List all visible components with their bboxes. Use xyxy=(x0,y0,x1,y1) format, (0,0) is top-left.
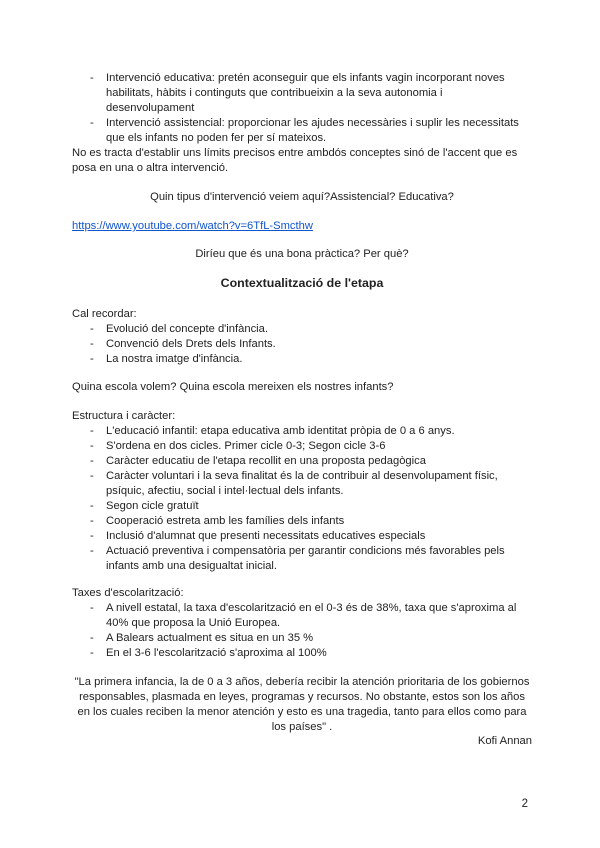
video-link-row xyxy=(72,219,532,234)
quote-author: Kofi Annan xyxy=(477,735,532,747)
list-item: - Segon cicle gratuït xyxy=(72,499,532,514)
list-item: - S'ordena en dos cicles. Primer cicle 0-3; Segon cicle 3-6 xyxy=(72,439,532,454)
remember-section xyxy=(72,307,532,367)
remember-label: Cal recordar: xyxy=(72,308,137,320)
list-item: - Caràcter educatiu de l'etapa recollit en una proposta pedagògica xyxy=(72,454,532,469)
structure-label: Estructura i caràcter: xyxy=(72,410,176,422)
list-item: - Caràcter voluntari i la seva finalitat és la de contribuir al desenvolupament físic, psíquic, afectiu, social i intel·lectual dels infants. xyxy=(72,469,532,499)
list-item: - Intervenció assistencial: proporcionar les ajudes necessàries i suplir les necessitats que els infants no poden fer per sí mateixos. xyxy=(72,116,532,146)
question-intervention-type: Quin tipus d'intervenció veiem aquí?Assistencial? Educativa? xyxy=(150,191,454,203)
list-item: - Convenció dels Drets dels Infants. xyxy=(72,337,532,352)
rates-label: Taxes d'escolarització: xyxy=(72,587,184,599)
section-heading: Contextualització de l'etapa xyxy=(220,276,384,290)
list-item: - Intervenció educativa: pretén aconseguir que els infants vagin incorporant noves habilitats, hàbits i continguts que contribueixin a la seva autonomia i desenvolupament xyxy=(72,71,532,116)
paragraph-no-limits: No es tracta d'establir uns límits precisos entre ambdós conceptes sinó de l'accent que es posa en una o altra intervenció. xyxy=(72,147,518,174)
quote-text: "La primera infancia, la de 0 a 3 años, debería recibir la atención prioritaria de los gobiernos responsables, plasmada en leyes, programas y recursos. No obstante, estos son los años en los cuales reciben la menor atención y esto es una tragedia, tanto para ellos como para los países" . xyxy=(74,676,530,733)
list-item: - A Balears actualment es situa en un 35 % xyxy=(72,631,532,646)
list-item: - A nivell estatal, la taxa d'escolarització en el 0-3 és de 38%, taxa que s'aproxima al 40% que proposa la Unió Europea. xyxy=(72,601,532,631)
page-number: 2 xyxy=(521,798,528,810)
list-item: - En el 3-6 l'escolarització s'aproxima al 100% xyxy=(72,646,532,661)
list-item: - Evolució del concepte d'infància. xyxy=(72,322,532,337)
rates-section xyxy=(72,586,532,661)
question-good-practice: Diríeu que és una bona pràctica? Per què? xyxy=(195,248,409,260)
question-school: Quina escola volem? Quina escola mereixen els nostres infants? xyxy=(72,381,394,393)
list-item: - L'educació infantil: etapa educativa amb identitat pròpia de 0 a 6 anys. xyxy=(72,424,532,439)
list-item: - Inclusió d'alumnat que presenti necessitats educatives especials xyxy=(72,529,532,544)
structure-section xyxy=(72,409,532,574)
intervention-list xyxy=(72,71,532,146)
list-item: - Cooperació estreta amb les famílies dels infants xyxy=(72,514,532,529)
list-item: - La nostra imatge d'infància. xyxy=(72,352,532,367)
list-item: - Actuació preventiva i compensatòria per garantir condicions més favorables pels infants amb una desigualtat inicial. xyxy=(72,544,532,574)
video-link[interactable]: https://www.youtube.com/watch?v=6TfL-Smcthw xyxy=(72,220,313,232)
